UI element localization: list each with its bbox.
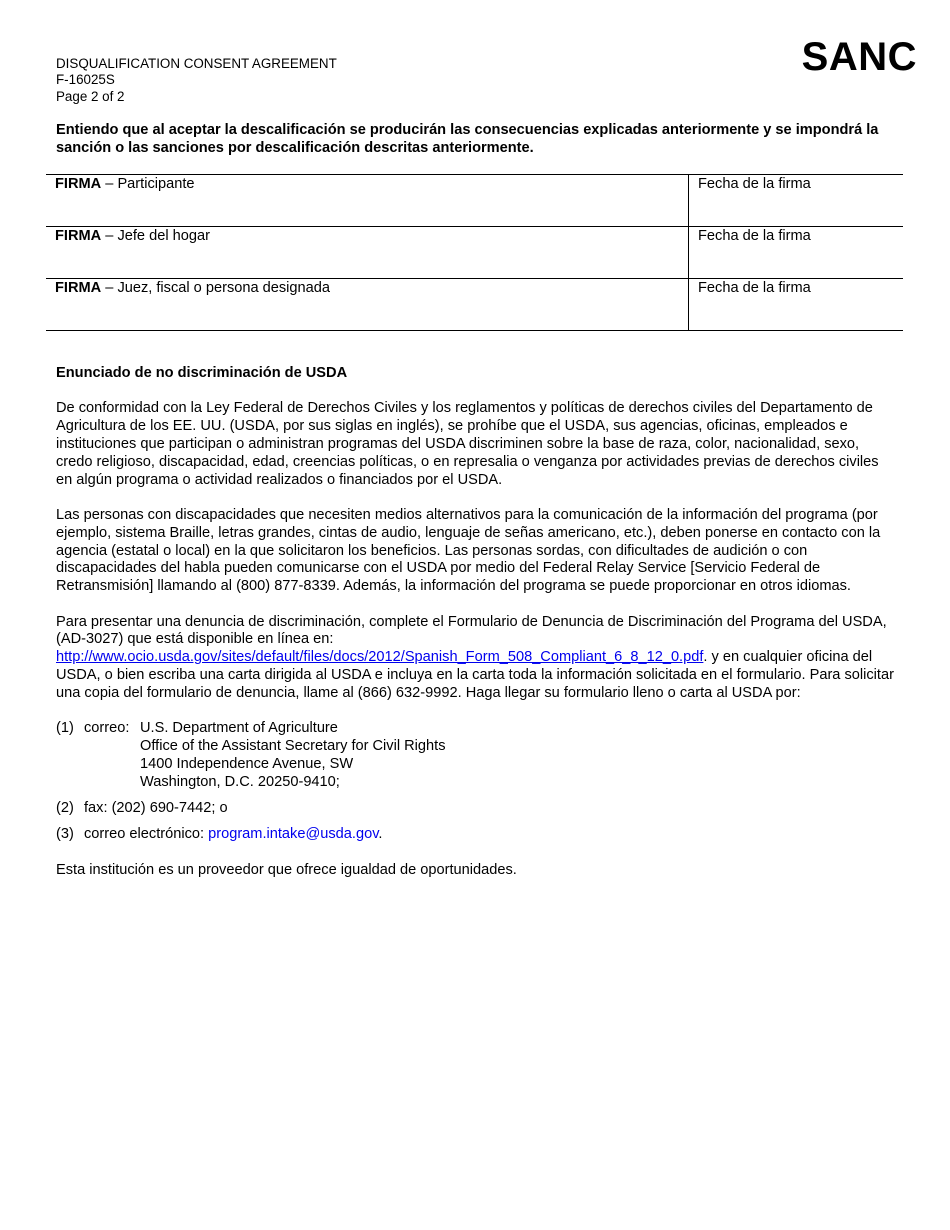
- signature-field-participant[interactable]: [46, 175, 689, 227]
- list-number: (3): [56, 826, 74, 843]
- signature-label: – Participante: [101, 176, 195, 192]
- complaint-intro-text: Para presentar una denuncia de discriminación, complete el Formulario de Denuncia de Discriminación del Programa del USDA, (AD-3027) que está disponible en línea en:: [56, 613, 887, 648]
- email-link[interactable]: program.intake@usda.gov: [208, 826, 379, 843]
- signature-label-bold: FIRMA: [55, 280, 102, 296]
- address-line: U.S. Department of Agriculture: [140, 720, 338, 737]
- email-label: correo electrónico:: [84, 826, 209, 843]
- list-number: (2): [56, 799, 74, 816]
- form-number: F-16025S: [56, 72, 115, 88]
- nondiscrimination-paragraph-3: [56, 614, 896, 703]
- address-line: 1400 Independence Avenue, SW: [140, 755, 354, 772]
- list-number: (1): [56, 720, 74, 737]
- nondiscrimination-title: Enunciado de no discriminación de USDA: [56, 365, 348, 381]
- mail-label: correo:: [84, 720, 130, 737]
- complaint-form-link[interactable]: http://www.ocio.usda.gov/sites/default/files/docs/2012/Spanish_Form_508_Compliant_6_8_12_0.pdf: [56, 649, 704, 666]
- contact-email: [56, 826, 896, 844]
- complaint-instructions-text: . y en cualquier oficina del USDA, o bien escriba una carta dirigida al USDA e incluya en la carta toda la información solicitada en el formulario. Para solicitar una copia del formulario de denuncia, llame al (866) 632-9992. Haga llegar su formulario lleno o carta al USDA por:: [56, 649, 894, 701]
- nondiscrimination-paragraph-1: De conformidad con la Ley Federal de Derechos Civiles y los reglamentos y políticas de derechos civiles del Departamento de Agricultura de los EE. UU. (USDA, por sus siglas en inglés), se prohíbe que el USDA, sus agencias, oficinas, empleados e instituciones que participan o administran programas del USDA discriminen sobre la base de raza, color, nacionalidad, sexo, credo religioso, discapacidad, edad, creencias políticas, o en represalia o venganza por actividades previas de derechos civiles en algún programa o actividad realizados o financiados por el USDA.: [56, 400, 879, 488]
- signature-date-field[interactable]: [689, 227, 904, 279]
- signature-field-judge[interactable]: [46, 279, 689, 331]
- signature-date-label: Fecha de la firma: [698, 280, 811, 296]
- signature-label-bold: FIRMA: [55, 228, 102, 244]
- signature-table: [46, 174, 903, 331]
- signature-label: – Juez, fiscal o persona designada: [101, 280, 331, 296]
- fax-text: fax: (202) 690-7442; o: [84, 799, 228, 816]
- consent-statement: Entiendo que al aceptar la descalificación se producirán las consecuencias explicadas anteriormente y se impondrá la sanción o las sanciones por descalificación descritas anteriormente.: [56, 122, 879, 156]
- signature-date-label: Fecha de la firma: [698, 228, 811, 244]
- signature-row: [46, 175, 903, 227]
- signature-date-field[interactable]: [689, 279, 904, 331]
- signature-row: [46, 279, 903, 331]
- equal-opportunity-statement: Esta institución es un proveedor que ofrece igualdad de oportunidades.: [56, 861, 517, 878]
- form-code: SANC: [801, 35, 917, 79]
- email-suffix: .: [378, 826, 383, 843]
- nondiscrimination-paragraph-2: Las personas con discapacidades que necesiten medios alternativos para la comunicación de la información del programa (por ejemplo, sistema Braille, letras grandes, cintas de audio, lenguaje de señas americano, etc.), deben ponerse en contacto con la agencia (estatal o local) en la que solicitaron los beneficios. Las personas sordas, con dificultades de audición o con discapacidades del habla pueden comunicarse con el USDA por medio del Federal Relay Service [Servicio Federal de Retransmisión] llamando al (800) 877-8339. Además, la información del programa se puede proporcionar en otros idiomas.: [56, 506, 881, 595]
- nondiscrimination-section: [56, 365, 896, 897]
- email-line: [84, 826, 382, 844]
- contact-fax: [56, 800, 896, 818]
- signature-label: – Jefe del hogar: [101, 228, 210, 244]
- contact-mail: [56, 720, 896, 791]
- signature-row: [46, 227, 903, 279]
- form-title: DISQUALIFICATION CONSENT AGREEMENT: [56, 56, 337, 71]
- signature-label-bold: FIRMA: [55, 176, 102, 192]
- page-number: Page 2 of 2: [56, 88, 125, 104]
- signature-date-field[interactable]: [689, 175, 904, 227]
- mail-address: [140, 720, 446, 791]
- address-line: Office of the Assistant Secretary for Civil Rights: [140, 737, 446, 754]
- signature-date-label: Fecha de la firma: [698, 176, 811, 192]
- address-line: Washington, D.C. 20250-9410;: [140, 773, 340, 790]
- signature-field-head-of-household[interactable]: [46, 227, 689, 279]
- form-header: [56, 56, 337, 105]
